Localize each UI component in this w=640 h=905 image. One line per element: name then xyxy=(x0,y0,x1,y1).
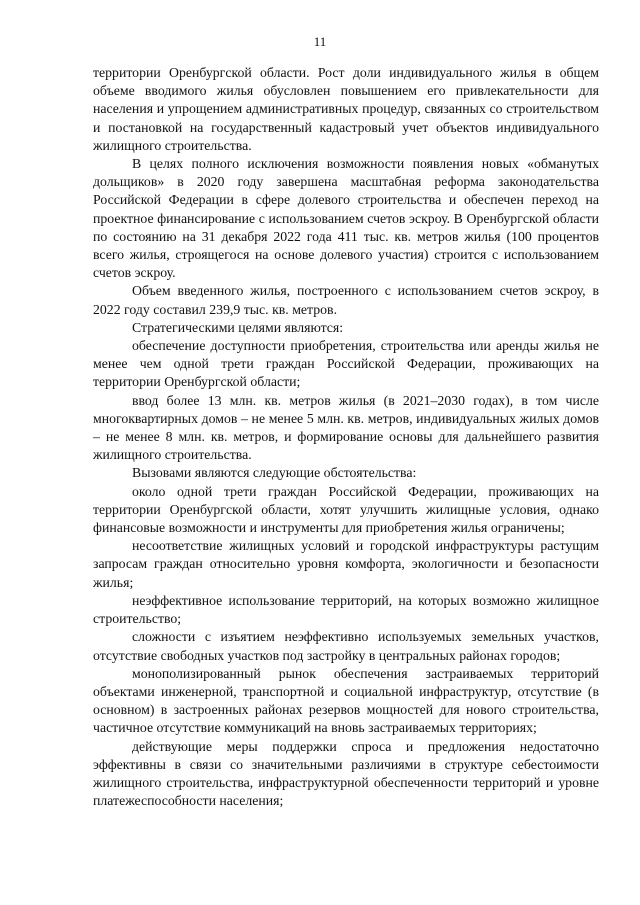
paragraph: неэффективное использование территорий, на которых возможно жилищное строительство; xyxy=(93,592,599,627)
paragraph: обеспечение доступности приобретения, строительства или аренды жилья не менее чем одной трети граждан Российской Федерации, проживающих на территории Оренбургской области; xyxy=(93,338,599,390)
paragraph: Вызовами являются следующие обстоятельства: xyxy=(132,465,417,481)
paragraph: ввод более 13 млн. кв. метров жилья (в 2021–2030 годах), в том числе многоквартирных домов – не менее 5 млн. кв. метров, индивидуальных жилых домов – не менее 8 млн. кв. метров, и формирование основы для дальнейшего развития жилищного строительства. xyxy=(93,392,599,463)
paragraph: несоответствие жилищных условий и городской инфраструктуры растущим запросам граждан относительно уровня комфорта, экологичности и безопасности жилья; xyxy=(93,538,599,590)
paragraph: около одной трети граждан Российской Федерации, проживающих на территории Оренбургской области, хотят улучшить жилищные условия, однако финансовые возможности и инструменты для приобретения жилья ограничены; xyxy=(93,483,599,536)
paragraph: действующие меры поддержки спроса и предложения недостаточно эффективны в связи со значительными различиями в структуре себестоимости жилищного строительства, инфраструктурной обеспеченности территорий и уровне платежеспособности населения; xyxy=(93,738,599,809)
paragraph: монополизированный рынок обеспечения застраиваемых территорий объектами инженерной, транспортной и социальной инфраструктур, отсутствие (в основном) в застроенных районах резервов мощностей для нового строительства, частичное отсутствие коммуникаций на вновь застраиваемых территориях; xyxy=(93,665,599,736)
paragraph: сложности с изъятием неэффективно используемых земельных участков, отсутствие свободных участков под застройку в центральных районах городов; xyxy=(93,629,599,663)
paragraph: Объем введенного жилья, построенного с использованием счетов эскроу, в 2022 году составил 239,9 тыс. кв. метров. xyxy=(93,283,599,317)
page-number: 11 xyxy=(313,34,327,49)
paragraph: В целях полного исключения возможности появления новых «обманутых дольщиков» в 2020 году завершена масштабная реформа законодательства Российской Федерации в сфере долевого строительства и обеспечен переход на проектное финансирование с использованием счетов эскроу. В Оренбургской области по состоянию на 31 декабря 2022 года 411 тыс. кв. метров жилья (100 процентов всего жилья, строящегося на основе долевого участия) строится с использованием счетов эскроу. xyxy=(93,156,599,281)
document-body xyxy=(93,64,599,810)
paragraph: Стратегическими целями являются: xyxy=(132,319,344,335)
paragraph: территории Оренбургской области. Рост доли индивидуального жилья в общем объеме вводимого жилья обусловлен повышением его привлекательности для населения и упрощением административных процедур, связанных со строительством и постановкой на государственный кадастровый учет объектов индивидуального жилищного строительства. xyxy=(93,65,599,153)
